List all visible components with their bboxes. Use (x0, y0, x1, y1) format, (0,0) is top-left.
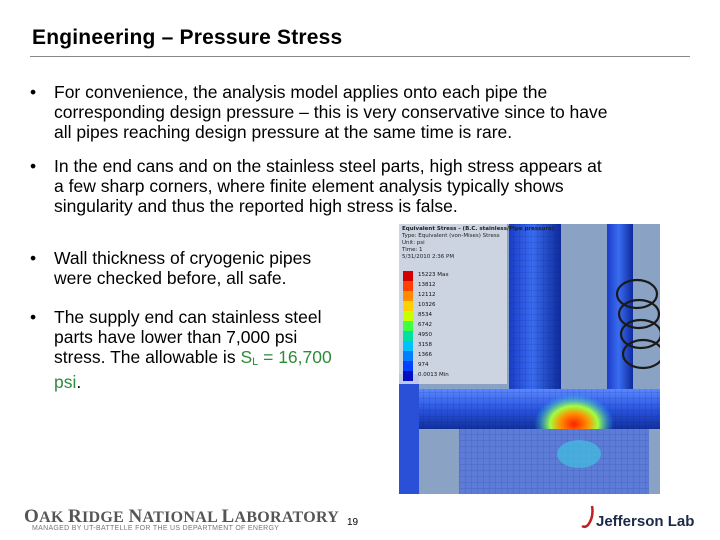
bullet-line-allowable (30, 347, 390, 372)
legend-swatch (403, 351, 413, 361)
fea-caption-line: Unit: psi (402, 240, 425, 246)
legend-value: 6742 (418, 322, 432, 328)
legend-swatch (403, 341, 413, 351)
bullet-3 (30, 248, 390, 288)
bullet-1 (30, 82, 710, 142)
bullet-dot: • (30, 156, 37, 176)
jlab-logo-text: Jefferson Lab (596, 513, 695, 530)
bullet-line: singularity and thus the reported high stress is false. (54, 196, 458, 216)
bullet-line: The supply end can stainless steel (54, 307, 322, 327)
legend-value: 0.0013 Min (418, 372, 449, 378)
title-underline (30, 56, 690, 57)
legend-swatch (403, 271, 413, 281)
legend-value: 10326 (418, 302, 436, 308)
bullet-dot: • (30, 248, 37, 268)
legend-swatch (403, 311, 413, 321)
legend-swatch (403, 301, 413, 311)
legend-value: 15223 Max (418, 272, 449, 278)
bullet-line: a few sharp corners, where finite element analysis typically shows (54, 176, 564, 196)
ornl-tagline: MANAGED BY UT-BATTELLE FOR THE US DEPARTMENT OF ENERGY (32, 525, 280, 532)
bullet-line: were checked before, all safe. (54, 268, 287, 288)
bullet-line: In the end cans and on the stainless steel parts, high stress appears at (54, 156, 602, 176)
bullet-dot: • (30, 307, 37, 327)
legend-value: 1366 (418, 352, 432, 358)
fea-caption-line: Equivalent Stress - (B.C. stainless/Pipe pressure) (402, 226, 555, 232)
legend-swatch (403, 291, 413, 301)
legend-value: 8534 (418, 312, 432, 318)
slide-title: Engineering – Pressure Stress (32, 26, 343, 49)
ornl-logo-text: OAK RIDGE NATIONAL LABORATORY (24, 506, 340, 527)
legend-value: 4950 (418, 332, 432, 338)
legend-swatch (403, 281, 413, 291)
bullet-line: all pipes reaching design pressure at the same time is rare. (54, 122, 513, 142)
legend-value: 974 (418, 362, 429, 368)
fea-caption-line: 5/31/2010 2:36 PM (402, 254, 455, 260)
bullet-2 (30, 156, 710, 216)
legend-value: 13812 (418, 282, 436, 288)
bullet-line: For convenience, the analysis model applies onto each pipe the (54, 82, 548, 102)
bullet-line-unit: psi. (54, 372, 82, 392)
allowable-prefix: stress. The allowable is (54, 347, 241, 367)
fea-caption-line: Time: 1 (402, 247, 423, 253)
bullet-line: parts have lower than 7,000 psi (54, 327, 298, 347)
jlab-logo-icon (580, 505, 596, 534)
unit-psi: psi (54, 372, 77, 392)
legend-value: 3158 (418, 342, 432, 348)
fea-caption (402, 226, 554, 261)
bullet-dot: • (30, 82, 37, 102)
page-number: 19 (347, 517, 359, 528)
bullet-4 (30, 307, 390, 392)
legend-swatch (403, 361, 413, 371)
legend-swatch (403, 331, 413, 341)
fea-legend-values (418, 270, 449, 380)
legend-swatch (403, 371, 413, 381)
legend-value: 12112 (418, 292, 436, 298)
fea-caption-line: Type: Equivalent (von-Mises) Stress (402, 233, 500, 239)
sl-symbol: $S_L = 16,700$ (240, 347, 332, 368)
legend-swatch (403, 321, 413, 331)
bullet-line: corresponding design pressure – this is very conservative since to have (54, 102, 608, 122)
bullet-line: Wall thickness of cryogenic pipes (54, 248, 312, 268)
